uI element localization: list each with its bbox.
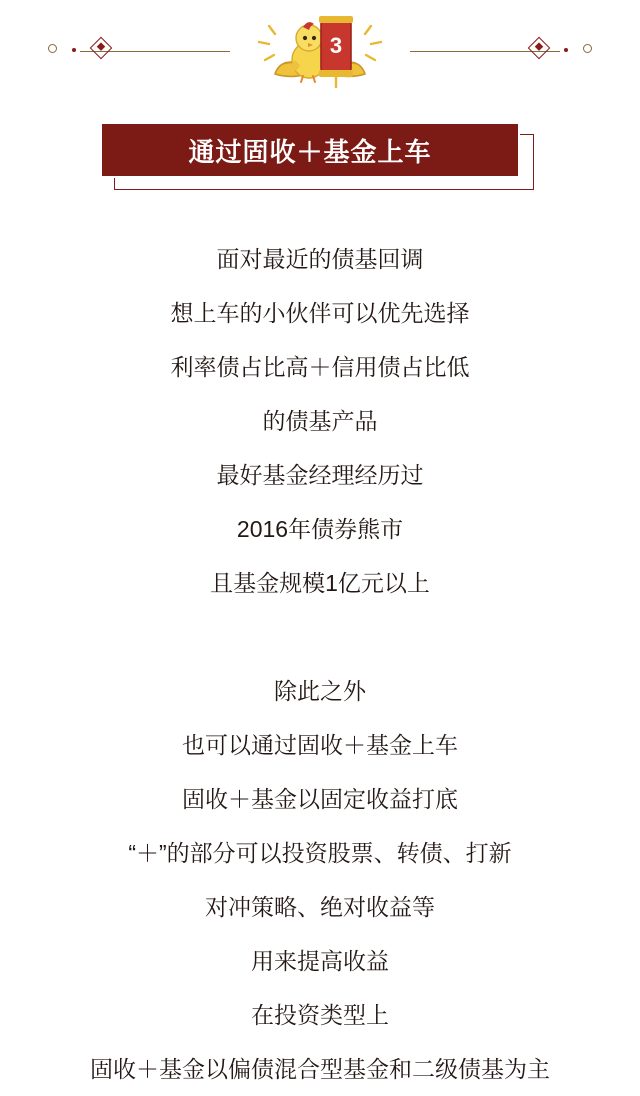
text-line: “＋”的部分可以投资股票、转债、打新 bbox=[128, 840, 512, 866]
text-line: 也可以通过固收＋基金上车 bbox=[182, 732, 458, 758]
text-line: 利率债占比高＋信用债占比低 bbox=[170, 354, 470, 380]
ornament-dot-left bbox=[72, 48, 76, 52]
paragraph-1 bbox=[0, 232, 640, 610]
text-line: 想上车的小伙伴可以优先选择 bbox=[170, 300, 470, 326]
ornament-endcap-right bbox=[583, 44, 592, 53]
sparkle-icon bbox=[259, 26, 275, 60]
ornament-diamond-right bbox=[528, 37, 551, 60]
text-line: 在投资类型上 bbox=[251, 1002, 389, 1028]
text-line: 用来提高收益 bbox=[251, 948, 389, 974]
ornament-endcap-left bbox=[48, 44, 57, 53]
text-line: 固收＋基金以固定收益打底 bbox=[182, 786, 458, 812]
text-line: 面对最近的债基回调 bbox=[216, 246, 424, 272]
page-title: 通过固收＋基金上车 bbox=[188, 136, 432, 167]
text-line: 除此之外 bbox=[274, 678, 366, 704]
paragraph-gap bbox=[0, 610, 640, 664]
ornament-dot-right bbox=[564, 48, 568, 52]
sparkle-icon bbox=[365, 26, 381, 60]
banner-box bbox=[100, 122, 520, 178]
badge-number: 3 bbox=[329, 33, 343, 58]
heading-banner bbox=[100, 122, 540, 196]
ornament-diamond-left bbox=[90, 37, 113, 60]
paragraph-2 bbox=[0, 664, 640, 1096]
body-copy bbox=[0, 232, 640, 1096]
festive-emblem bbox=[245, 8, 395, 94]
top-ornament bbox=[0, 0, 640, 100]
text-line: 最好基金经理经历过 bbox=[216, 462, 424, 488]
text-line: 对冲策略、绝对收益等 bbox=[205, 894, 435, 920]
text-line: 的债基产品 bbox=[262, 408, 378, 434]
text-line: 固收＋基金以偏债混合型基金和二级债基为主 bbox=[90, 1056, 550, 1082]
text-line: 且基金规模1亿元以上 bbox=[210, 570, 430, 596]
text-line: 2016年债券熊市 bbox=[236, 516, 404, 542]
